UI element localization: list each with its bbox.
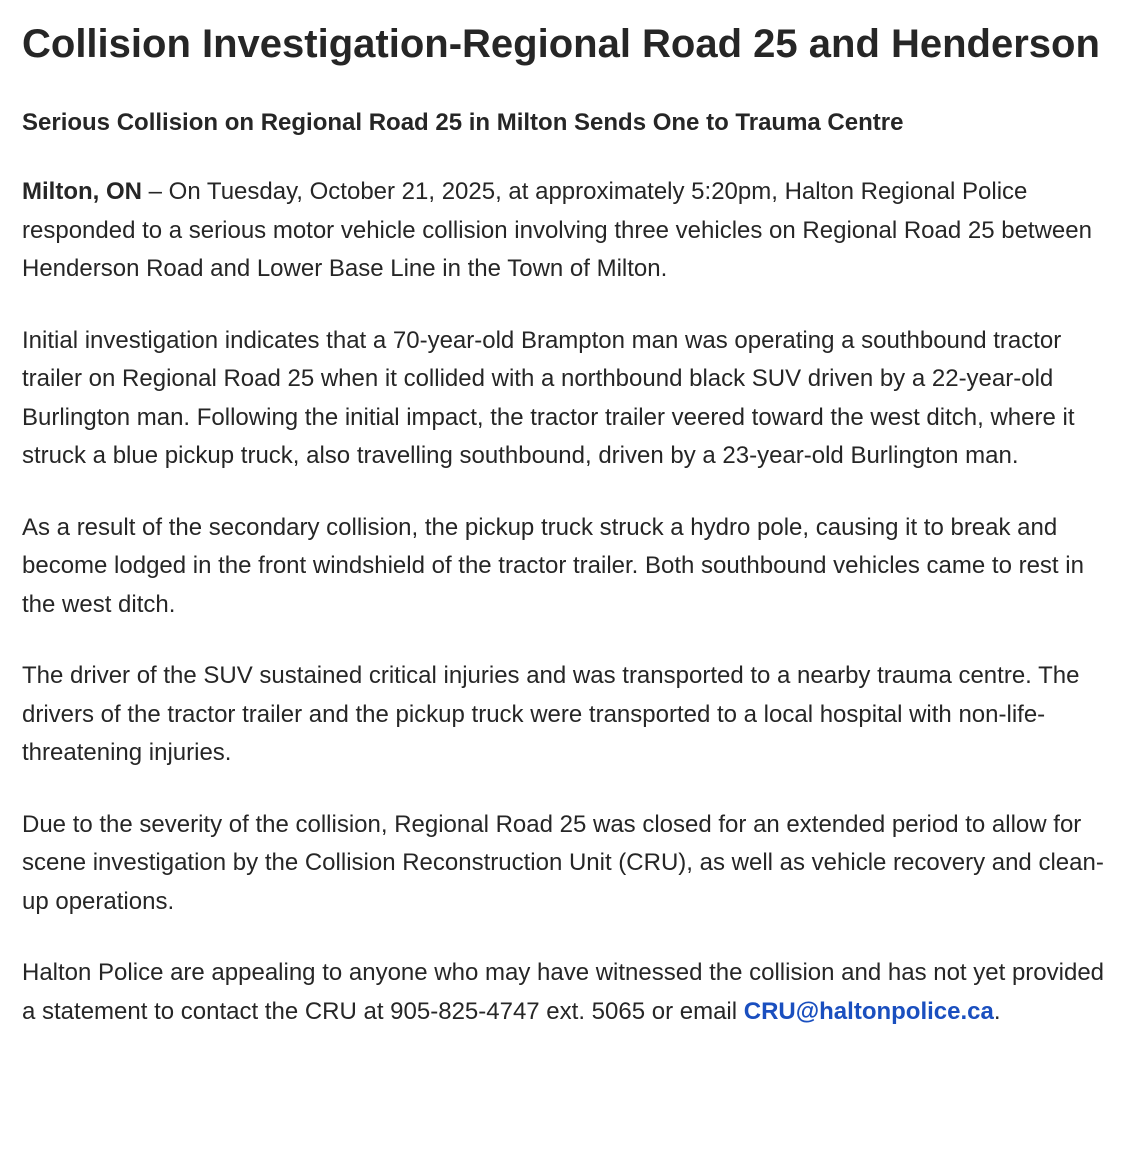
lead-paragraph: [22, 173, 1111, 289]
lead-text: – On Tuesday, October 21, 2025, at approximately 5:20pm, Halton Regional Police responded to a serious motor vehicle collision involving three vehicles on Regional Road 25 between Henderson Road and Lower Base Line in the Town of Milton.: [22, 178, 1092, 282]
paragraph-appeal: [22, 954, 1111, 1031]
paragraph-road-closure: Due to the severity of the collision, Regional Road 25 was closed for an extended period to allow for scene investigation by the Collision Reconstruction Unit (CRU), as well as vehicle recovery and clean-up operations.: [22, 810, 1104, 915]
page-title: Collision Investigation-Regional Road 25 and Henderson: [22, 22, 1100, 66]
paragraph-investigation: Initial investigation indicates that a 70-year-old Brampton man was operating a southbound tractor trailer on Regional Road 25 when it collided with a northbound black SUV driven by a 22-year-old Burlington man. Following the initial impact, the tractor trailer veered toward the west ditch, where it struck a blue pickup truck, also travelling southbound, driven by a 23-year-old Burlington man.: [22, 326, 1075, 469]
paragraph-secondary-collision: As a result of the secondary collision, the pickup truck struck a hydro pole, causing it to break and become lodged in the front windshield of the tractor trailer. Both southbound vehicles came to rest in the west ditch.: [22, 513, 1084, 618]
paragraph-injuries: The driver of the SUV sustained critical injuries and was transported to a nearby trauma centre. The drivers of the tractor trailer and the pickup truck were transported to a local hospital with non-life-threatening injuries.: [22, 662, 1080, 766]
appeal-end: .: [993, 997, 1001, 1025]
article-subtitle: Serious Collision on Regional Road 25 in Milton Sends One to Trauma Centre: [22, 109, 904, 136]
email-link[interactable]: CRU@haltonpolice.ca: [743, 997, 994, 1025]
dateline: Milton, ON: [22, 178, 142, 205]
appeal-text: Halton Police are appealing to anyone who may have witnessed the collision and has not yet provided a statement to contact the CRU at 905-825-4747 ext. 5065 or email: [22, 959, 1105, 1025]
